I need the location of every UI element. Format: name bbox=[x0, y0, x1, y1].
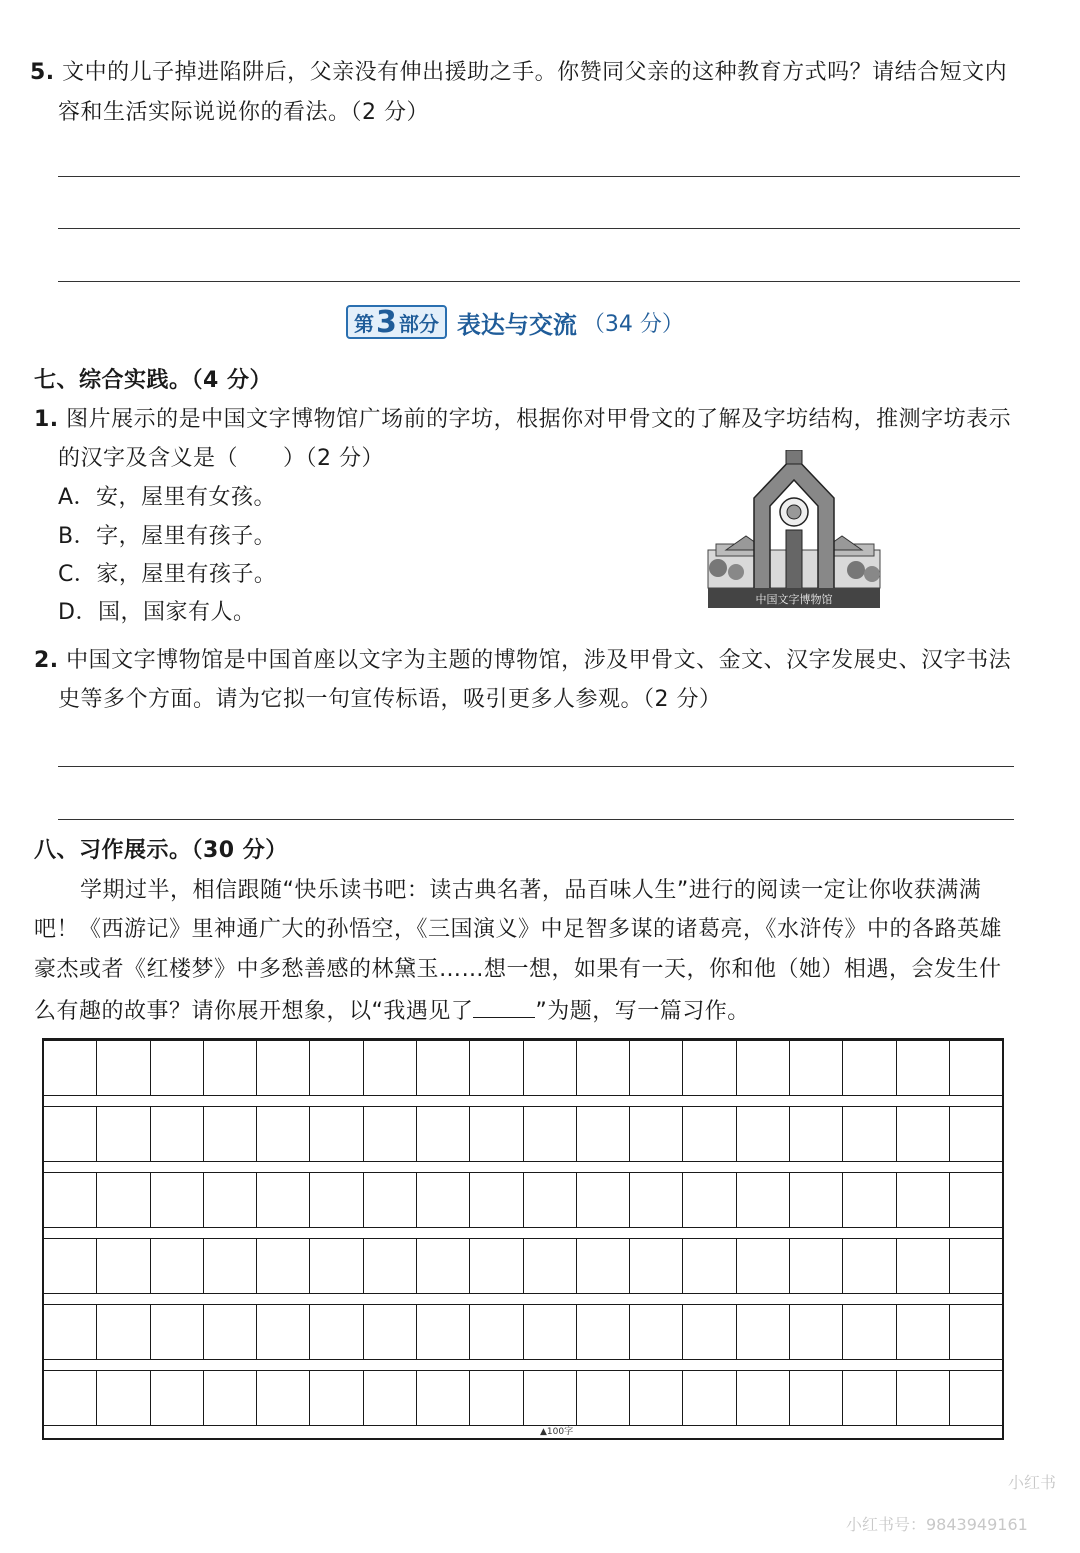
museum-archway-image bbox=[706, 450, 882, 610]
grid-row[interactable] bbox=[44, 1172, 1002, 1228]
watermark-logo: 小红书 bbox=[1008, 1473, 1057, 1492]
grid-row[interactable] bbox=[44, 1370, 1002, 1426]
grid-cell[interactable] bbox=[310, 1239, 363, 1293]
grid-row[interactable] bbox=[44, 1238, 1002, 1294]
grid-cell[interactable] bbox=[470, 1107, 523, 1161]
grid-cell[interactable] bbox=[97, 1107, 150, 1161]
grid-cell[interactable] bbox=[843, 1107, 896, 1161]
grid-cell[interactable] bbox=[257, 1041, 310, 1095]
grid-cell[interactable] bbox=[97, 1371, 150, 1425]
grid-cell[interactable] bbox=[310, 1173, 363, 1227]
grid-cell[interactable] bbox=[151, 1041, 204, 1095]
grid-cell[interactable] bbox=[843, 1305, 896, 1359]
sec7-q2-line1: 2. 中国文字博物馆是中国首座以文字为主题的博物馆，涉及甲骨文、金文、汉字发展史、汉字书法 bbox=[34, 648, 1012, 673]
sec7-q1-option-d[interactable]: D．国，国家有人。 bbox=[58, 600, 256, 625]
grid-cell[interactable] bbox=[44, 1371, 97, 1425]
grid-cell[interactable] bbox=[577, 1239, 630, 1293]
grid-cell[interactable] bbox=[524, 1041, 577, 1095]
sec8-para-line2: 吧！《西游记》里神通广大的孙悟空，《三国演义》中足智多谋的诸葛亮，《水浒传》中的各路英雄 bbox=[34, 917, 1003, 942]
grid-cell[interactable] bbox=[204, 1371, 257, 1425]
grid-cell[interactable] bbox=[257, 1239, 310, 1293]
grid-cell[interactable] bbox=[790, 1107, 843, 1161]
grid-cell[interactable] bbox=[843, 1239, 896, 1293]
grid-cell[interactable] bbox=[843, 1371, 896, 1425]
grid-cell[interactable] bbox=[97, 1239, 150, 1293]
grid-cell[interactable] bbox=[364, 1173, 417, 1227]
grid-cell[interactable] bbox=[204, 1107, 257, 1161]
grid-cell[interactable] bbox=[417, 1371, 470, 1425]
grid-cell[interactable] bbox=[151, 1107, 204, 1161]
grid-cell[interactable] bbox=[737, 1371, 790, 1425]
sec7-heading: 七、综合实践。（4 分） bbox=[34, 368, 272, 393]
title-blank[interactable] bbox=[473, 995, 535, 1018]
grid-cell[interactable] bbox=[897, 1239, 950, 1293]
grid-cell[interactable] bbox=[364, 1041, 417, 1095]
q2-answer-line-2[interactable] bbox=[58, 819, 1014, 820]
grid-cell[interactable] bbox=[683, 1173, 736, 1227]
sec7-q1-option-a[interactable]: A．安，屋里有女孩。 bbox=[58, 485, 277, 510]
grid-cell[interactable] bbox=[310, 1041, 363, 1095]
grid-cell[interactable] bbox=[470, 1041, 523, 1095]
grid-cell[interactable] bbox=[364, 1239, 417, 1293]
part3-banner bbox=[346, 304, 684, 340]
sec7-q1-line2: 的汉字及含义是（ ）（2 分） bbox=[58, 446, 384, 471]
sec7-q1-option-c[interactable]: C．家，屋里有孩子。 bbox=[58, 562, 277, 587]
grid-cell[interactable] bbox=[630, 1371, 683, 1425]
grid-cell[interactable] bbox=[683, 1239, 736, 1293]
grid-cell[interactable] bbox=[470, 1305, 523, 1359]
grid-cell[interactable] bbox=[257, 1305, 310, 1359]
part3-score: （34 分） bbox=[582, 311, 684, 337]
grid-cell[interactable] bbox=[44, 1239, 97, 1293]
sec8-para-line1: 学期过半，相信跟随“快乐读书吧：读古典名著，品百味人生”进行的阅读一定让你收获满满 bbox=[80, 878, 982, 903]
sec8-heading: 八、习作展示。（30 分） bbox=[34, 838, 288, 863]
grid-cell[interactable] bbox=[364, 1305, 417, 1359]
grid-cell[interactable] bbox=[44, 1173, 97, 1227]
grid-cell[interactable] bbox=[310, 1107, 363, 1161]
grid-cell[interactable] bbox=[310, 1305, 363, 1359]
grid-cell[interactable] bbox=[630, 1173, 683, 1227]
grid-cell[interactable] bbox=[950, 1305, 1002, 1359]
grid-cell[interactable] bbox=[683, 1107, 736, 1161]
sec7-q1-line1: 1. 图片展示的是中国文字博物馆广场前的字坊，根据你对甲骨文的了解及字坊结构，推测字坊表示 bbox=[34, 407, 1012, 432]
grid-cell[interactable] bbox=[683, 1371, 736, 1425]
grid-cell[interactable] bbox=[790, 1305, 843, 1359]
grid-cell[interactable] bbox=[44, 1107, 97, 1161]
grid-cell[interactable] bbox=[257, 1107, 310, 1161]
grid-row[interactable] bbox=[44, 1304, 1002, 1360]
grid-cell[interactable] bbox=[790, 1371, 843, 1425]
grid-cell[interactable] bbox=[524, 1305, 577, 1359]
grid-cell[interactable] bbox=[950, 1107, 1002, 1161]
grid-cell[interactable] bbox=[630, 1107, 683, 1161]
grid-cell[interactable] bbox=[364, 1107, 417, 1161]
grid-cell[interactable] bbox=[950, 1041, 1002, 1095]
grid-cell[interactable] bbox=[151, 1173, 204, 1227]
q5-answer-line-1[interactable] bbox=[58, 176, 1020, 177]
grid-cell[interactable] bbox=[204, 1041, 257, 1095]
writing-grid[interactable] bbox=[42, 1038, 1004, 1440]
q5-text-line2: 容和生活实际说说你的看法。（2 分） bbox=[58, 100, 429, 125]
grid-cell[interactable] bbox=[524, 1107, 577, 1161]
sec8-para-line3: 豪杰或者《红楼梦》中多愁善感的林黛玉……想一想，如果有一天，你和他（她）相遇，会发生什 bbox=[34, 957, 1002, 982]
grid-cell[interactable] bbox=[737, 1173, 790, 1227]
grid-cell[interactable] bbox=[790, 1173, 843, 1227]
q2-answer-line-1[interactable] bbox=[58, 766, 1014, 767]
grid-cell[interactable] bbox=[310, 1371, 363, 1425]
grid-cell[interactable] bbox=[524, 1173, 577, 1227]
grid-cell[interactable] bbox=[204, 1173, 257, 1227]
grid-cell[interactable] bbox=[364, 1371, 417, 1425]
grid-cell[interactable] bbox=[950, 1173, 1002, 1227]
grid-cell[interactable] bbox=[577, 1041, 630, 1095]
grid-cell[interactable] bbox=[790, 1041, 843, 1095]
grid-cell[interactable] bbox=[577, 1107, 630, 1161]
grid-cell[interactable] bbox=[897, 1107, 950, 1161]
grid-cell[interactable] bbox=[44, 1041, 97, 1095]
grid-cell[interactable] bbox=[950, 1371, 1002, 1425]
grid-row[interactable] bbox=[44, 1106, 1002, 1162]
q5-text-line1: 5. 文中的儿子掉进陷阱后，父亲没有伸出援助之手。你赞同父亲的这种教育方式吗？请结合短文内 bbox=[30, 60, 1008, 85]
grid-cell[interactable] bbox=[737, 1107, 790, 1161]
grid-cell[interactable] bbox=[417, 1239, 470, 1293]
grid-cell[interactable] bbox=[257, 1371, 310, 1425]
grid-cell[interactable] bbox=[151, 1305, 204, 1359]
grid-cell[interactable] bbox=[97, 1305, 150, 1359]
grid-cell[interactable] bbox=[737, 1041, 790, 1095]
grid-cell[interactable] bbox=[683, 1041, 736, 1095]
grid-cell[interactable] bbox=[417, 1173, 470, 1227]
grid-cell[interactable] bbox=[417, 1107, 470, 1161]
grid-cell[interactable] bbox=[577, 1371, 630, 1425]
grid-cell[interactable] bbox=[897, 1173, 950, 1227]
grid-char-count: ▲100字 bbox=[540, 1427, 574, 1437]
grid-cell[interactable] bbox=[790, 1239, 843, 1293]
sec7-q1-option-b[interactable]: B．字，屋里有孩子。 bbox=[58, 524, 277, 549]
grid-cell[interactable] bbox=[204, 1239, 257, 1293]
q5-number: 5. bbox=[30, 60, 55, 85]
grid-cell[interactable] bbox=[577, 1173, 630, 1227]
grid-cell[interactable] bbox=[630, 1305, 683, 1359]
sec8-para-line4: 么有趣的故事？请你展开想象，以“我遇见了 ”为题，写一篇习作。 bbox=[34, 995, 750, 1027]
grid-cell[interactable] bbox=[897, 1371, 950, 1425]
grid-cell[interactable] bbox=[97, 1041, 150, 1095]
grid-cell[interactable] bbox=[524, 1371, 577, 1425]
part3-tag: 第 3 部分 bbox=[346, 305, 447, 339]
grid-cell[interactable] bbox=[97, 1173, 150, 1227]
grid-cell[interactable] bbox=[630, 1041, 683, 1095]
grid-cell[interactable] bbox=[204, 1305, 257, 1359]
q5-answer-line-2[interactable] bbox=[58, 228, 1020, 229]
grid-row[interactable] bbox=[44, 1040, 1002, 1096]
grid-cell[interactable] bbox=[843, 1041, 896, 1095]
grid-cell[interactable] bbox=[470, 1239, 523, 1293]
grid-cell[interactable] bbox=[257, 1173, 310, 1227]
grid-cell[interactable] bbox=[843, 1173, 896, 1227]
grid-cell[interactable] bbox=[524, 1239, 577, 1293]
grid-cell[interactable] bbox=[470, 1173, 523, 1227]
grid-cell[interactable] bbox=[417, 1305, 470, 1359]
grid-cell[interactable] bbox=[950, 1239, 1002, 1293]
sec7-q2-line2: 史等多个方面。请为它拟一句宣传标语，吸引更多人参观。（2 分） bbox=[58, 687, 722, 712]
grid-cell[interactable] bbox=[897, 1041, 950, 1095]
q5-answer-line-3[interactable] bbox=[58, 281, 1020, 282]
grid-cell[interactable] bbox=[151, 1371, 204, 1425]
museum-caption: 中国文字博物馆 bbox=[755, 593, 833, 606]
grid-cell[interactable] bbox=[577, 1305, 630, 1359]
grid-cell[interactable] bbox=[683, 1305, 736, 1359]
grid-cell[interactable] bbox=[470, 1371, 523, 1425]
watermark-id: 小红书号：9843949161 bbox=[846, 1515, 1028, 1534]
part3-title: 表达与交流 bbox=[456, 310, 577, 339]
grid-cell[interactable] bbox=[897, 1305, 950, 1359]
grid-cell[interactable] bbox=[44, 1305, 97, 1359]
grid-cell[interactable] bbox=[151, 1239, 204, 1293]
grid-cell[interactable] bbox=[737, 1239, 790, 1293]
grid-cell[interactable] bbox=[417, 1041, 470, 1095]
grid-cell[interactable] bbox=[630, 1239, 683, 1293]
grid-cell[interactable] bbox=[737, 1305, 790, 1359]
